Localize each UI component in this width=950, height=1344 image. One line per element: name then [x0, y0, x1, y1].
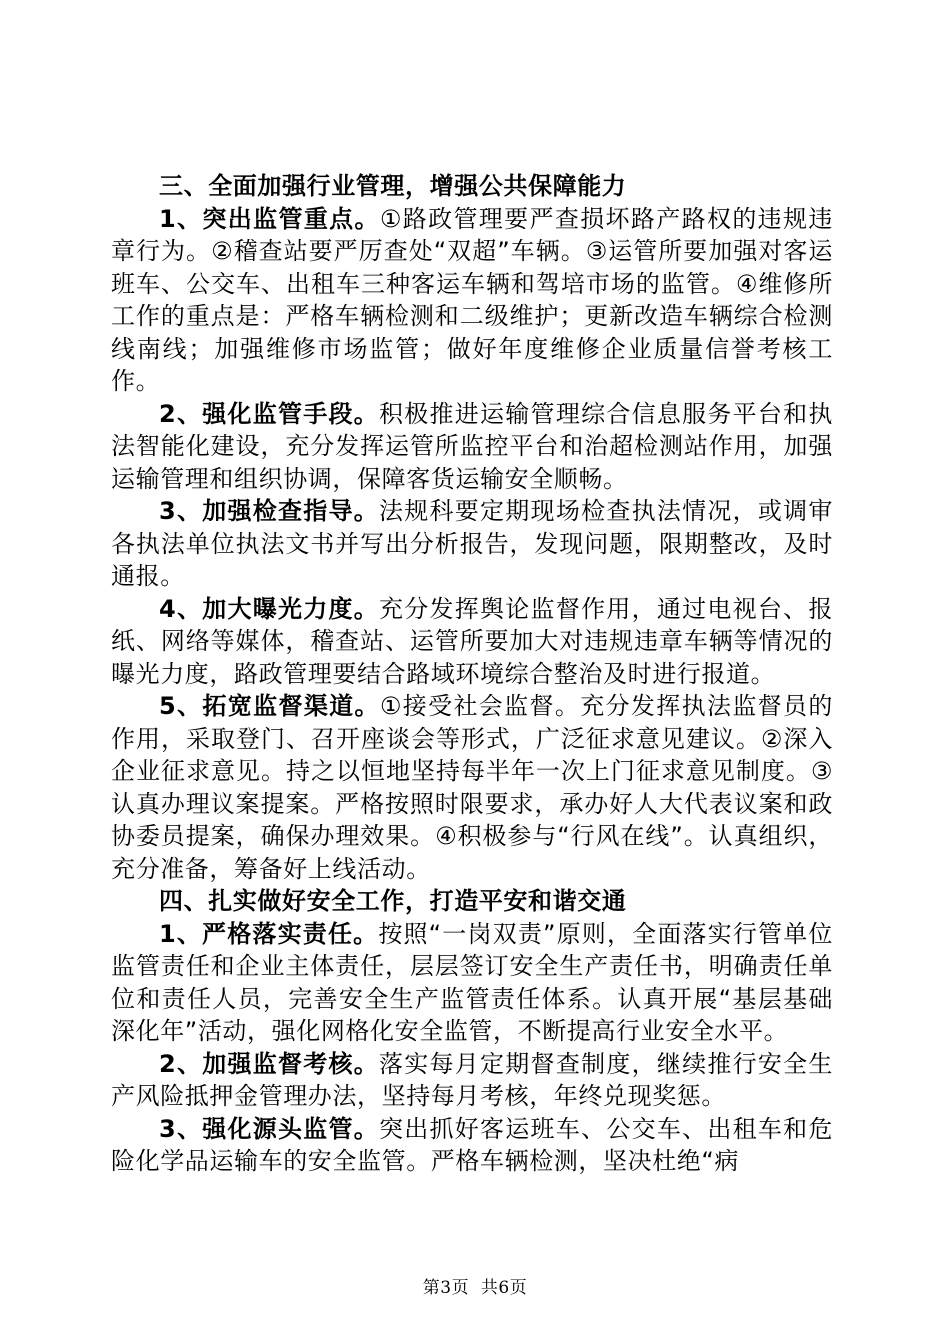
page-number: 第3页 共6页	[422, 1278, 528, 1298]
item-lead: 2、强化监管手段。	[159, 399, 380, 428]
item-text: 按照“一岗双责”原则，全面落实行管单位监管责任和企业主体责任，层层签订安全生产责任书，明确责任单位和责任人员，完善安全生产监管责任体系。认真开展“基层基础深化年”活动，强化网格化安全监管，不断提高行业安全水平。	[111, 919, 833, 1045]
item-lead: 2、加强监督考核。	[159, 1049, 380, 1078]
paragraph-item	[111, 690, 833, 885]
item-lead: 5、拓宽监督渠道。	[159, 692, 380, 720]
item-lead: 3、加强检查指导。	[159, 497, 380, 525]
paragraph-item	[111, 1048, 833, 1113]
paragraph-item	[111, 593, 833, 691]
item-lead: 1、突出监管重点。	[159, 204, 380, 233]
item-text: 落实每月定期督查制度，继续推行安全生产风险抵押金管理办法，坚持每月考核，年终兑现奖惩。	[111, 1049, 833, 1110]
item-lead: 1、严格落实责任。	[159, 919, 379, 948]
item-lead: 4、加大曝光力度。	[159, 594, 380, 623]
section-heading-3: 三、全面加强行业管理，增强公共保障能力	[159, 172, 627, 200]
item-text: 法规科要定期现场检查执法情况，或调审各执法单位执法文书并写出分析报告，发现问题，限期整改，及时通报。	[111, 497, 833, 590]
paragraph-item	[111, 203, 833, 398]
item-text: ①路政管理要严查损坏路产路权的违规违章行为。②稽查站要严厉查处“双超”车辆。③运管所要加强对客运班车、公交车、出租车三种客运车辆和驾培市场的监管。④维修所工作的重点是：严格车辆检测和二级维护；更新改造车辆综合检测线南线；加强维修市场监管；做好年度维修企业质量信誉考核工作。	[111, 204, 833, 395]
paragraph-item	[111, 918, 833, 1048]
page-footer	[0, 1273, 950, 1298]
section-heading-4: 四、扎实做好安全工作，打造平安和谐交通	[159, 887, 627, 915]
paragraph-item	[111, 398, 833, 496]
item-text: ①接受社会监督。充分发挥执法监督员的作用，采取登门、召开座谈会等形式，广泛征求意见建议。②深入企业征求意见。持之以恒地坚持每半年一次上门征求意见制度。③认真办理议案提案。严格按照时限要求，承办好人大代表议案和政协委员提案，确保办理效果。④积极参与“行风在线”。认真组织，充分准备，筹备好上线活动。	[111, 692, 833, 883]
document-body	[111, 170, 833, 1178]
item-text: 积极推进运输管理综合信息服务平台和执法智能化建设，充分发挥运管所监控平台和治超检测站作用，加强运输管理和组织协调，保障客货运输安全顺畅。	[111, 399, 833, 493]
item-text: 突出抓好客运班车、公交车、出租车和危险化学品运输车的安全监管。严格车辆检测，坚决杜绝“病	[111, 1114, 833, 1175]
paragraph-item	[111, 1113, 833, 1178]
item-lead: 3、强化源头监管。	[159, 1114, 380, 1143]
item-text: 充分发挥舆论监督作用，通过电视台、报纸、网络等媒体，稽查站、运管所要加大对违规违章车辆等情况的曝光力度，路政管理要结合路域环境综合整治及时进行报道。	[111, 594, 833, 688]
paragraph-item	[111, 495, 833, 593]
